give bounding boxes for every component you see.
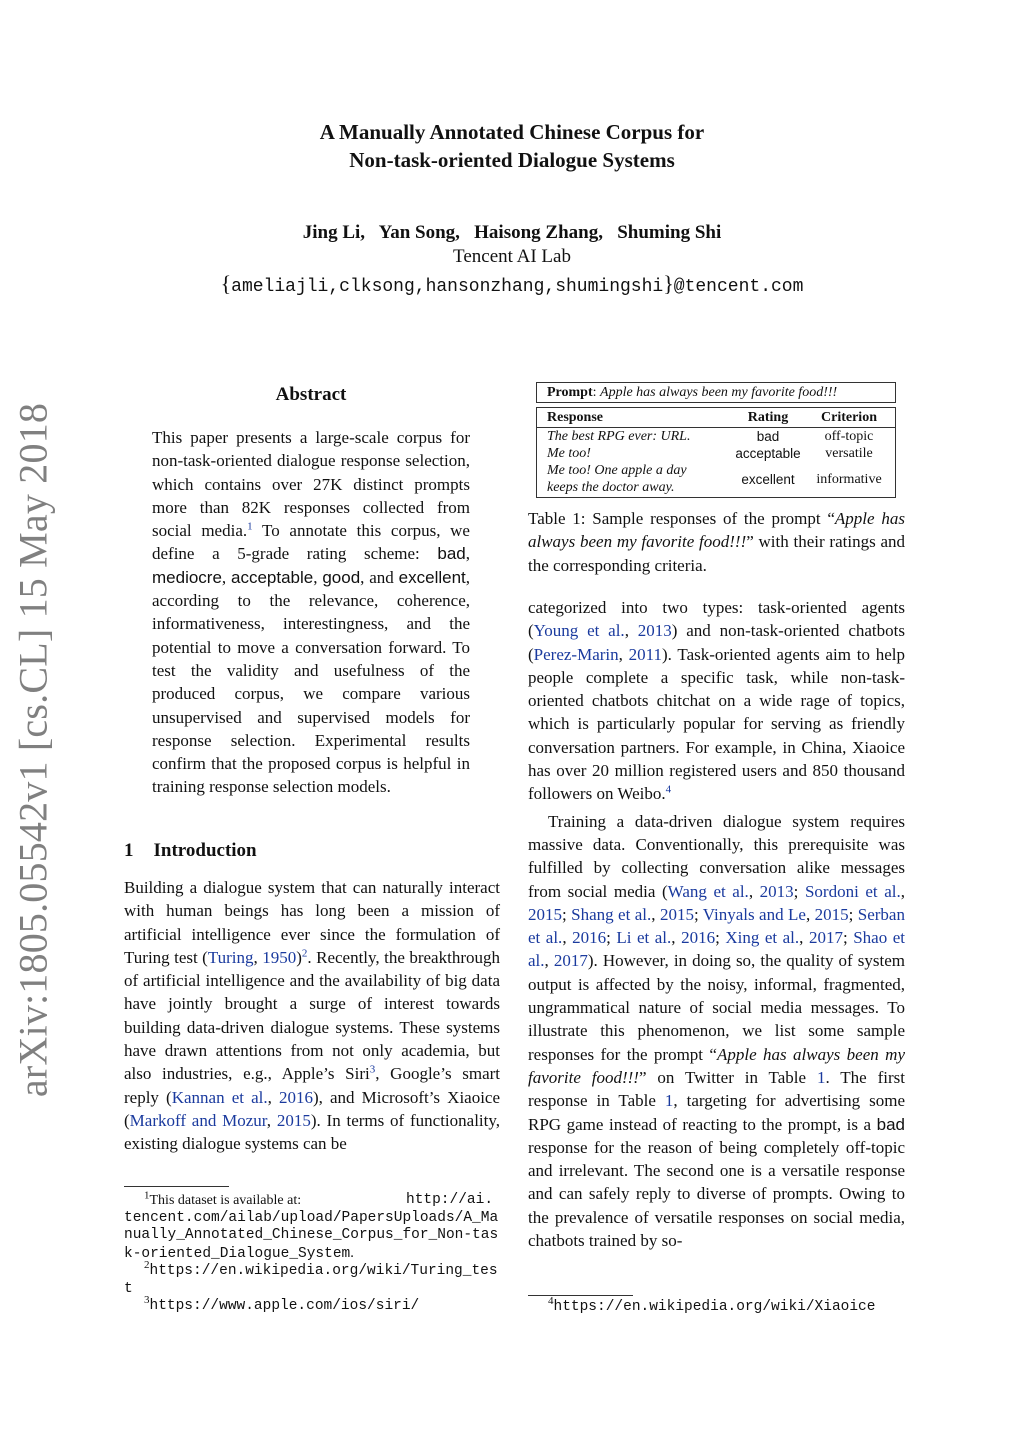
rating-cell: excellent: [741, 471, 795, 487]
citation-year[interactable]: 2015: [659, 904, 694, 924]
footnote-1-end: .: [350, 1244, 354, 1261]
footnote-4: [528, 1295, 905, 1317]
citation[interactable]: Wang et al.: [667, 881, 749, 901]
table-prompt: [536, 382, 896, 403]
abstract-text: This paper presents a large-scale corpus for non-task-oriented dialogue response selection, which contains over 27K distinct prompts more than 82K responses collected from social media.: [152, 428, 470, 541]
body-text: ). Task-oriented agents aim to help people complete a specific task, while non-task-oriented chatbots chitchat on a wide rage of topics, which is particularly popular for serving as friendly conversation partners. For example, in China, Xiaoice has over 20 million registered users and 850 thousand followers on Weibo.: [528, 644, 905, 804]
footnote-3: [124, 1294, 500, 1316]
abstract-heading: Abstract: [275, 384, 347, 405]
footnote-mark-4[interactable]: 4: [665, 783, 672, 796]
footnote-divider: [528, 1295, 633, 1296]
body-text: Training a data-driven dialogue system requires massive data. Conventionally, this prerequisite was fulfilled by collecting conversation alike messages from social media (: [528, 811, 905, 901]
footnote-mark-1[interactable]: 1: [247, 520, 253, 533]
body-text: ,: [624, 621, 638, 641]
title-line-2: Non-task-oriented Dialogue Systems: [349, 148, 675, 172]
table-ref[interactable]: 1: [664, 1091, 674, 1111]
affiliation: Tencent AI Lab: [453, 246, 571, 267]
body-text: ). However, in doing so, the quality of system output is affected by the noisy, informal, fragmented, ungrammatical nature of social media messages. To illustrate this phenomenon, we list some sample responses for the prompt “: [528, 951, 906, 1064]
grade-acceptable: acceptable: [231, 567, 314, 587]
body-text: ,: [267, 1087, 279, 1107]
table-row: [537, 462, 895, 497]
caption-text: ” with their ratings and the corresponding criteria.: [528, 532, 905, 575]
footnote-2-mark: 2: [144, 1259, 150, 1272]
citation-turing-year[interactable]: 1950: [262, 947, 297, 967]
sep: ;: [693, 904, 703, 924]
author-emails: [0, 271, 1024, 297]
email-brace-open: {: [220, 271, 232, 296]
footnote-divider: [124, 1186, 229, 1187]
citation-year[interactable]: 2015: [528, 904, 562, 924]
body-text: ,: [253, 947, 263, 967]
sep: ,: [799, 928, 809, 948]
grade-mediocre: mediocre: [152, 567, 222, 587]
email-domain: @tencent.com: [673, 277, 804, 297]
section-number: 1: [124, 840, 134, 861]
grade-bad: bad: [876, 1114, 905, 1134]
footnote-4-mark: 4: [548, 1295, 554, 1308]
body-text: ) and non-task-oriented chatbots (: [528, 621, 905, 664]
citation-young-year[interactable]: 2013: [637, 621, 672, 641]
right-column-body: [528, 596, 905, 1252]
citation[interactable]: Li et al.: [616, 928, 672, 948]
table-row: [537, 445, 895, 462]
body-text: , Google’s smart reply (: [124, 1064, 501, 1107]
prompt-text: Apple has always been my favorite food!!!: [600, 385, 838, 400]
sep: ,: [671, 928, 682, 948]
table-1: [536, 382, 896, 498]
separator: ,: [465, 544, 470, 564]
table-row: [537, 428, 895, 445]
citation-perez[interactable]: Perez-Marin: [533, 644, 619, 664]
footnote-2-url[interactable]: https://en.wikipedia.org/wiki/Turing_test: [124, 1263, 498, 1297]
citation[interactable]: Shang et al.: [571, 904, 652, 924]
citation-year[interactable]: 2015: [814, 904, 849, 924]
abstract-body: [152, 426, 470, 799]
body-text: ,: [266, 1110, 277, 1130]
footnote-1-mark: 1: [144, 1189, 150, 1202]
prompt-label: Prompt: [547, 385, 593, 400]
author-name: Haisong Zhang,: [474, 222, 603, 243]
header-response: Response: [547, 410, 604, 425]
citation-year[interactable]: 2017: [553, 951, 588, 971]
section-title: Introduction: [153, 840, 257, 861]
sep: ;: [562, 904, 572, 924]
title-line-1: A Manually Annotated Chinese Corpus for: [319, 120, 705, 144]
footnote-mark-2[interactable]: 2: [301, 947, 308, 960]
citation[interactable]: Xing et al.: [725, 928, 800, 948]
body-text: ,: [618, 644, 629, 664]
sep: ,: [651, 904, 660, 924]
grade-bad: bad: [437, 544, 466, 564]
citation[interactable]: Sordoni et al.: [804, 881, 901, 901]
citation[interactable]: Shao et al.: [528, 928, 905, 971]
footnote-1: [124, 1189, 500, 1263]
citation-kannan-year[interactable]: 2016: [278, 1087, 313, 1107]
caption-prompt: Apple has always been my favorite food!!!: [528, 509, 905, 552]
arxiv-identifier-text: arXiv:1805.05542v1 [cs.CL] 15 May 2018: [10, 402, 56, 1098]
body-text: , targeting for advertising some RPG game instead of reacting to the prompt, is a: [528, 1091, 905, 1134]
grade-good: good: [322, 567, 361, 587]
sep: ,: [748, 881, 760, 901]
body-text: ). In terms of functionality, existing dialogue systems can be: [124, 1110, 501, 1154]
author-name: Jing Li,: [302, 222, 366, 243]
sep: ;: [842, 928, 854, 948]
body-text: response for the reason of being completely off-topic and irrelevant. The second one is a versatile response and can safely reply to diverse of prompts. Owing to the prevalence of versatile responses on social media, chatbots trained by so-: [528, 1137, 905, 1251]
table-header-row: [537, 408, 895, 428]
footnote-2: [124, 1259, 500, 1298]
citation-markoff-year[interactable]: 2015: [276, 1110, 311, 1130]
body-text: ), and Microsoft’s Xiaoice (: [124, 1087, 501, 1130]
citation-perez-year[interactable]: 2011: [628, 644, 663, 664]
header-criterion: Criterion: [821, 410, 877, 425]
body-text: categorized into two types: task-oriented agents (: [528, 598, 905, 641]
sep: ,: [544, 951, 554, 971]
separator: ,: [313, 567, 323, 587]
paragraph: [528, 810, 905, 1253]
citation-year[interactable]: 2013: [759, 881, 794, 901]
footnote-3-url[interactable]: https://www.apple.com/ios/siri/: [149, 1298, 420, 1314]
citation-year[interactable]: 2016: [572, 928, 607, 948]
citation-young[interactable]: Young et al.: [533, 621, 625, 641]
separator: ,: [221, 567, 232, 587]
citation[interactable]: Vinyals and Le: [702, 904, 806, 924]
rating-cell: bad: [756, 429, 780, 444]
body-text: Building a dialogue system that can naturally interact with human beings has long been a mission of artificial intelligence ever since the formulation of Turing test (: [124, 878, 500, 967]
response-text: The best RPG ever: URL.: [547, 429, 691, 444]
arxiv-identifier: [8, 402, 58, 1098]
criterion-cell: off-topic: [824, 429, 874, 444]
sep: ;: [848, 904, 858, 924]
author-name: Yan Song,: [378, 222, 460, 243]
body-prompt: Apple has always been my favorite food!!!: [528, 1044, 905, 1087]
sep: ,: [900, 881, 905, 901]
citation[interactable]: Serban et al.: [528, 904, 905, 948]
email-usernames: ameliajli,clksong,hansonzhang,shumingshi: [231, 277, 664, 297]
sep: ,: [562, 928, 573, 948]
rating-cell: acceptable: [735, 446, 801, 461]
paragraph: [528, 596, 905, 806]
sep: ,: [805, 904, 815, 924]
citation-kannan[interactable]: Kannan et al.: [171, 1087, 268, 1107]
citation-year[interactable]: 2017: [808, 928, 843, 948]
footnote-1-url[interactable]: http://ai.tencent.com/ailab/upload/PapersUploads/A_Manually_Annotated_Chinese_Corpus_for_Non-task-oriented_Dialogue_System: [124, 1192, 499, 1262]
table-body: [536, 407, 896, 498]
abstract-text: , according to the relevance, coherence, informativeness, interestingness, and the potential to move a conversation forward. To test the validity and usefulness of the produced corpus, we compare various unsupervised and supervised models for response selection. Experimental results confirm that the proposed corpus is helpful in training response selection models.: [152, 567, 471, 797]
header-rating: Rating: [747, 410, 789, 425]
table-ref[interactable]: 1: [816, 1067, 826, 1087]
author-name: Shuming Shi: [617, 222, 722, 243]
response-text: Me too! One apple a day keeps the doctor away.: [547, 463, 687, 495]
citation-year[interactable]: 2016: [681, 928, 716, 948]
footnote-3-mark: 3: [144, 1294, 150, 1307]
author-list: [0, 222, 1024, 244]
citation-turing[interactable]: Turing: [207, 947, 254, 967]
criterion-cell: informative: [816, 471, 882, 487]
body-text: ” on Twitter in Table: [638, 1067, 817, 1087]
email-brace-close: }: [663, 271, 674, 296]
abstract-text: To annotate this corpus, we define a 5-grade rating scheme:: [152, 521, 470, 564]
introduction-body: [124, 876, 500, 1156]
caption-text: Table 1: Sample responses of the prompt “: [528, 509, 835, 528]
body-text: . The first response in Table: [528, 1067, 905, 1111]
citation-markoff[interactable]: Markoff and Mozur: [129, 1110, 267, 1130]
footnote-1-text: This dataset is available at:: [149, 1193, 302, 1208]
sep: ;: [606, 928, 617, 948]
body-text: ): [296, 947, 302, 967]
footnote-4-url[interactable]: https://en.wikipedia.org/wiki/Xiaoice: [553, 1299, 876, 1315]
section-heading-introduction: [124, 840, 257, 862]
paper-title: [0, 118, 1024, 174]
body-text: . Recently, the breakthrough of artificial intelligence and the availability of big data have jointly brought a surge of interest towards building data-driven dialogue systems. These systems have drawn attentions from not only academia, but also industries, e.g., Apple’s Siri: [124, 947, 500, 1084]
footnote-mark-3[interactable]: 3: [369, 1063, 376, 1076]
sep: ;: [715, 928, 726, 948]
table-1-caption: [528, 507, 905, 577]
separator: , and: [360, 567, 399, 587]
grade-excellent: excellent: [398, 567, 466, 587]
prompt-sep: :: [592, 385, 601, 400]
sep: ;: [793, 881, 805, 901]
response-text: Me too!: [547, 446, 591, 461]
criterion-cell: versatile: [825, 446, 873, 461]
